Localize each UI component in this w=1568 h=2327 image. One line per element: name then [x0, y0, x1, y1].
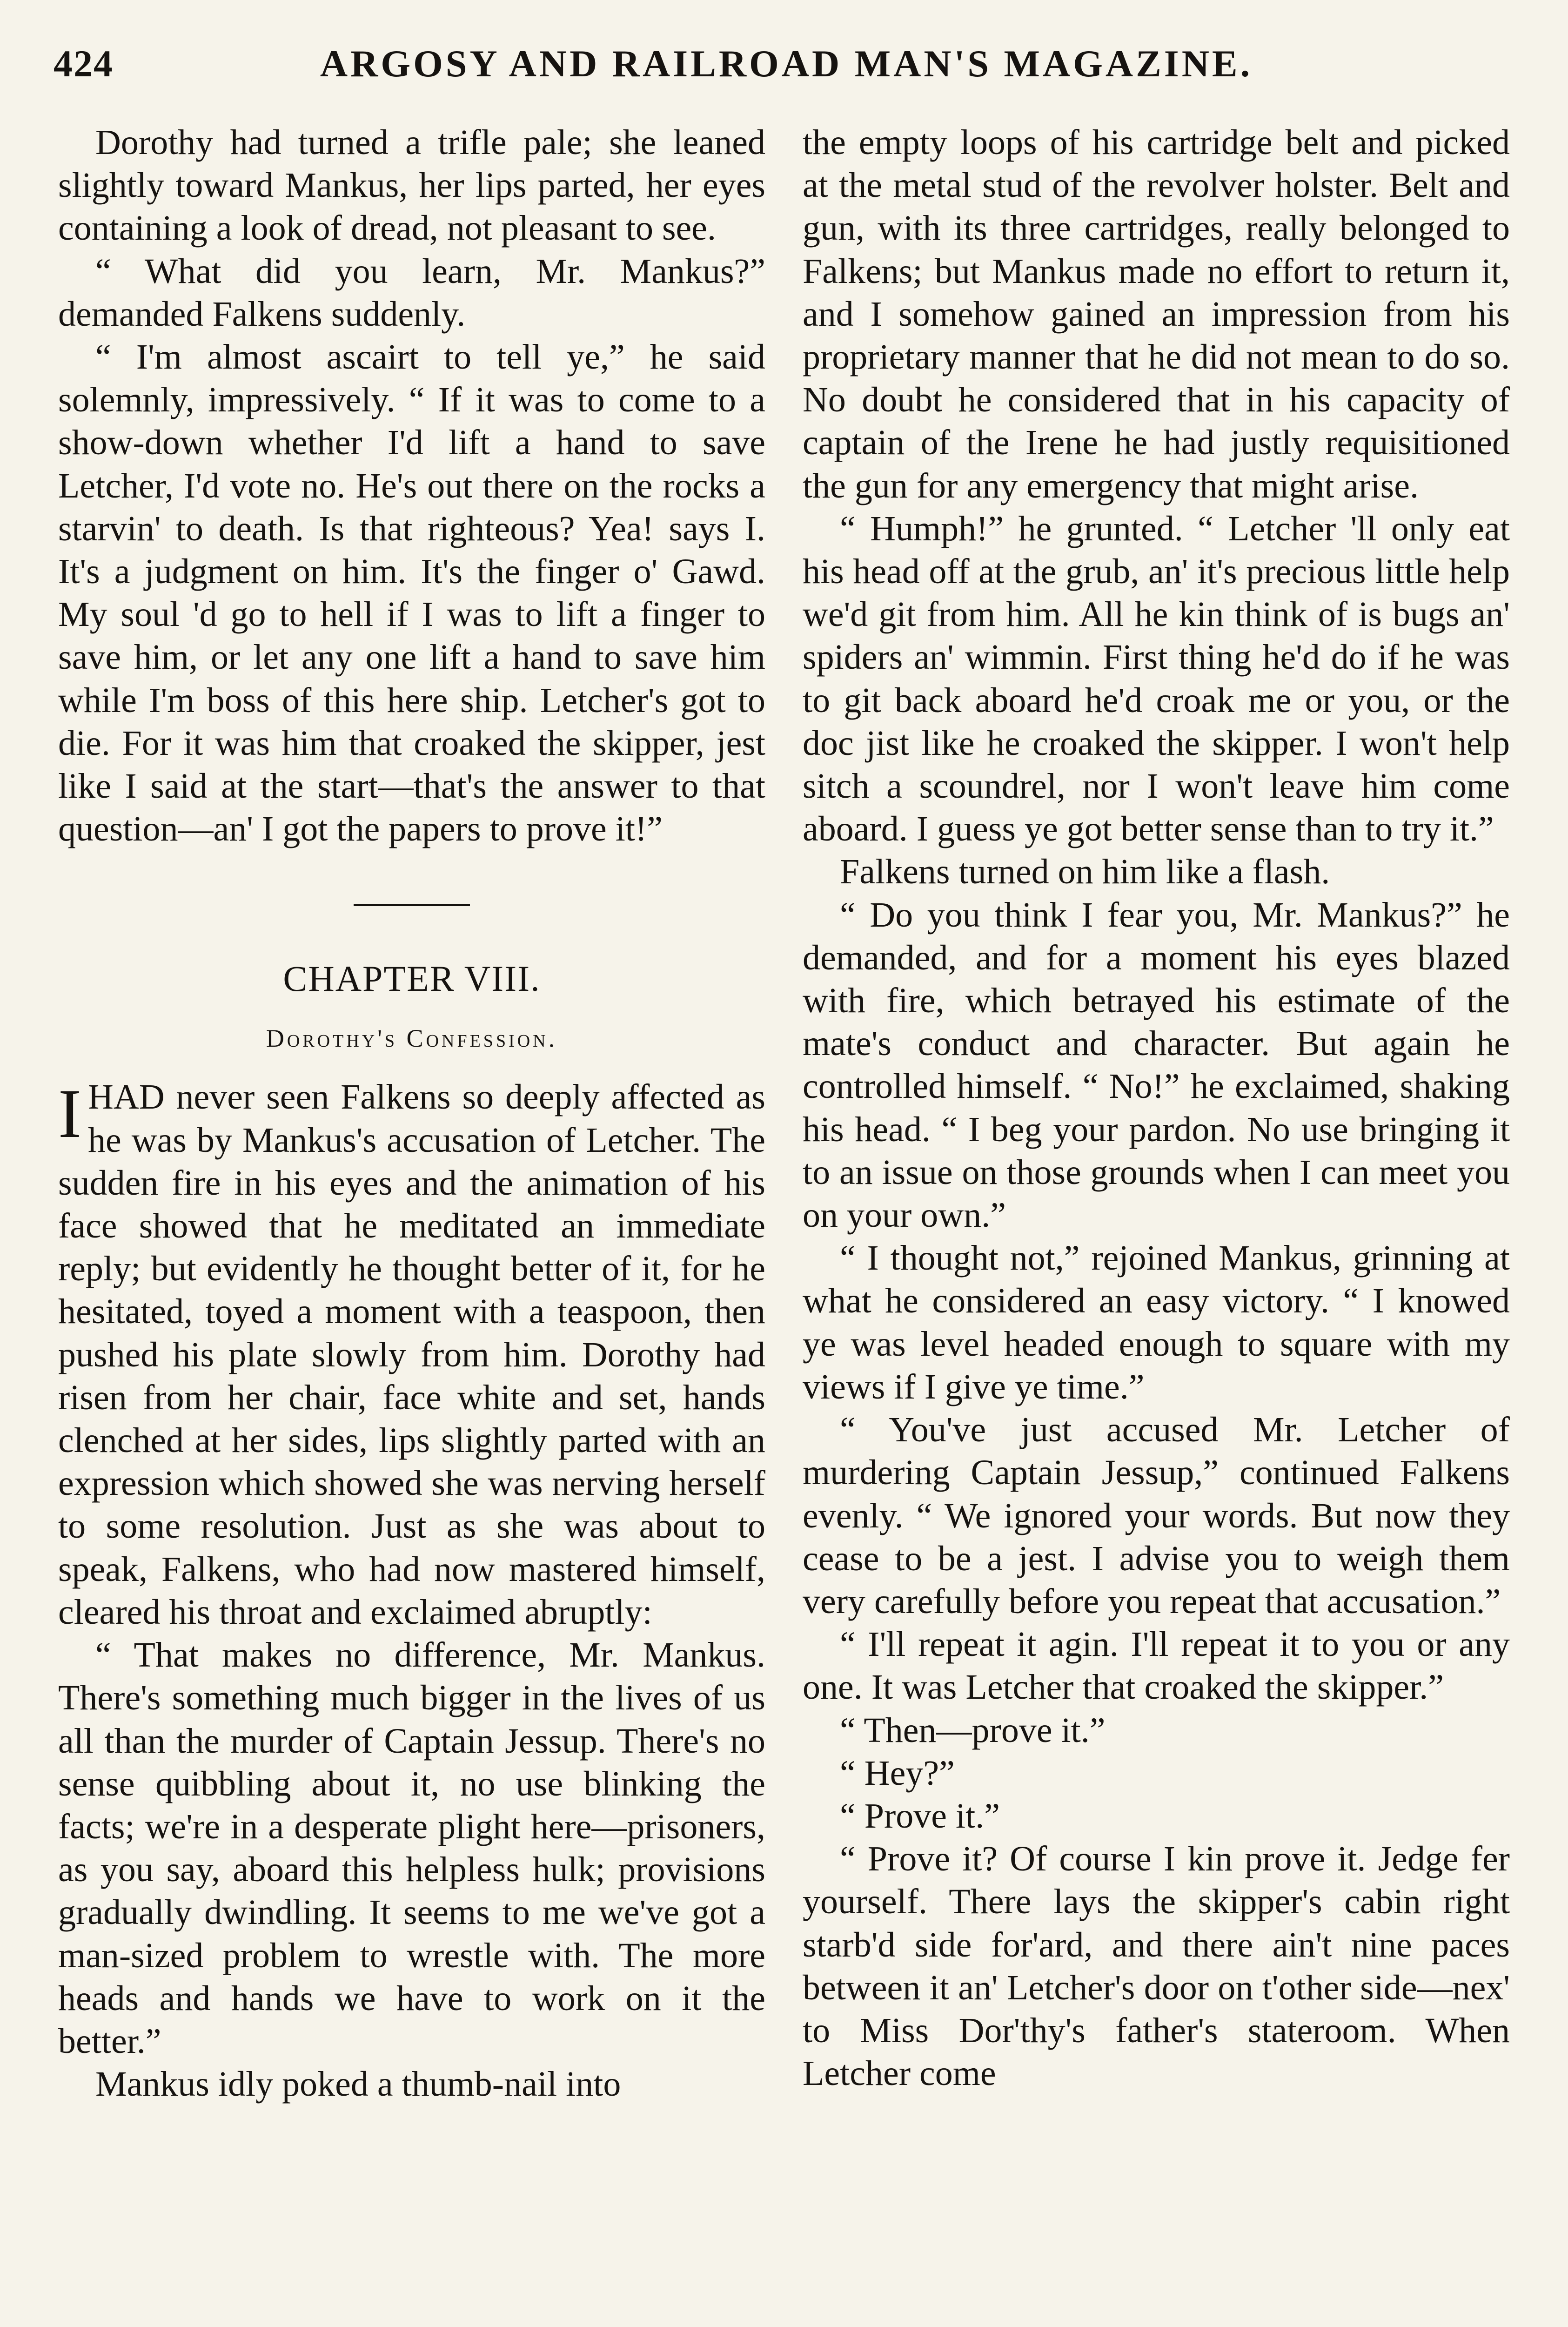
chapter-subtitle: Dorothy's Confession. — [266, 1024, 558, 1053]
paragraph: “ That makes no difference, Mr. Mankus. There's something much bigger in the lives of us all than the murder of Captain Jessup. There's no sense quibbling about it, no use blinking the facts; we're in a desperate plight here—prisoners, as you say, aboard this helpless hulk; provisions gradually dwindling. It seems to me we've got a man-sized problem to wrestle with. The more heads and hands we have to work on it the better.” — [58, 1635, 765, 2061]
paragraph: “ What did you learn, Mr. Mankus?” demanded Falkens suddenly. — [58, 251, 765, 334]
paragraph: “ Prove it? Of course I kin prove it. Jedge fer yourself. There lays the skipper's cabin right starb'd side for'ard, and there ain't nine paces between it an' Letcher's door on t'other side—nex' to Miss Dor'thy's father's stateroom. When Letcher come — [803, 1839, 1510, 2093]
running-title: ARGOSY AND RAILROAD MAN'S MAGAZINE. — [320, 42, 1253, 85]
paragraph: Dorothy had turned a trifle pale; she leaned slightly toward Mankus, her lips parted, her eyes containing a look of dread, not pleasant to see. — [58, 123, 765, 248]
left-column — [58, 121, 765, 2105]
paragraph: “ Do you think I fear you, Mr. Mankus?” he demanded, and for a moment his eyes blazed with fire, which betrayed his estimate of the mate's conduct and character. But again he controlled himself. “ No!” he exclaimed, shaking his head. “ I beg your pardon. No use bringing it to an issue on those grounds when I can meet you on your own.” — [803, 895, 1510, 1235]
right-column — [803, 121, 1510, 2095]
paragraph: “ I'll repeat it agin. I'll repeat it to you or any one. It was Letcher that croaked the skipper.” — [803, 1625, 1510, 1707]
paragraph-continued: the empty loops of his cartridge belt and picked at the metal stud of the revolver holster. Belt and gun, with its three cartridges, really belonged to Falkens; but Mankus made no effort to return it, and I somehow gained an impression from his proprietary manner that he did not mean to do so. No doubt he considered that in his capacity of captain of the Irene he had justly requisitioned the gun for any emergency that might arise. — [803, 123, 1510, 505]
chapter-opening-paragraph — [58, 1076, 765, 1634]
paragraph: “ Prove it.” — [840, 1796, 1000, 1836]
paragraph: Mankus idly poked a thumb-nail into — [95, 2065, 621, 2104]
opening-paragraph-text: HAD never seen Falkens so deeply affected as he was by Mankus's accusation of Letcher. The sudden fire in his eyes and the animation of his face showed that he meditated an immediate reply; but evidently he thought better of it, for he hesitated, toyed a moment with a teaspoon, then pushed his plate slowly from him. Dorothy had risen from her chair, face white and set, hands clenched at her sides, lips slightly parted with an expression which showed she was nerving herself to some resolution. Just as she was about to speak, Falkens, who had now mastered himself, cleared his throat and exclaimed abruptly: — [58, 1077, 765, 1632]
paragraph: Falkens turned on him like a flash. — [840, 852, 1330, 892]
paragraph: “ You've just accused Mr. Letcher of murdering Captain Jessup,” continued Falkens evenly. “ We ignored your words. But now they cease to be a jest. I advise you to weigh them very carefully before you repeat that accusation.” — [803, 1410, 1510, 1621]
section-divider — [354, 904, 470, 906]
paragraph: “ Humph!” he grunted. “ Letcher 'll only eat his head off at the grub, an' it's precious little help we'd git from him. All he kin think of is bugs an' spiders an' wimmin. First thing he'd do if he was to git back aboard he'd croak me or you, or the doc jist like he croaked the skipper. I won't help sitch a scoundrel, nor I won't leave him come aboard. I guess ye got better sense than to try it.” — [803, 509, 1510, 849]
chapter-title: CHAPTER VIII. — [283, 958, 541, 999]
paragraph: “ Hey?” — [840, 1753, 955, 1793]
drop-cap: I — [58, 1075, 81, 1153]
paragraph: “ Then—prove it.” — [840, 1710, 1106, 1750]
paragraph: “ I thought not,” rejoined Mankus, grinning at what he considered an easy victory. “ I knowed ye was level headed enough to square with my views if I give ye time.” — [803, 1238, 1510, 1406]
page-header — [54, 42, 1519, 102]
paragraph: “ I'm almost ascairt to tell ye,” he said solemnly, impressively. “ If it was to come to a show-down whether I'd lift a hand to save Letcher, I'd vote no. He's out there on the rocks a starvin' to death. Is that righteous? Yea! says I. It's a judgment on him. It's the finger o' Gawd. My soul 'd go to hell if I was to lift a finger to save him, or let any one lift a hand to save him while I'm boss of this here ship. Letcher's got to die. For it was him that croaked the skipper, jest like I said at the start—that's the answer to that question—an' I got the papers to prove it!” — [58, 337, 765, 849]
page-number: 424 — [54, 42, 114, 85]
